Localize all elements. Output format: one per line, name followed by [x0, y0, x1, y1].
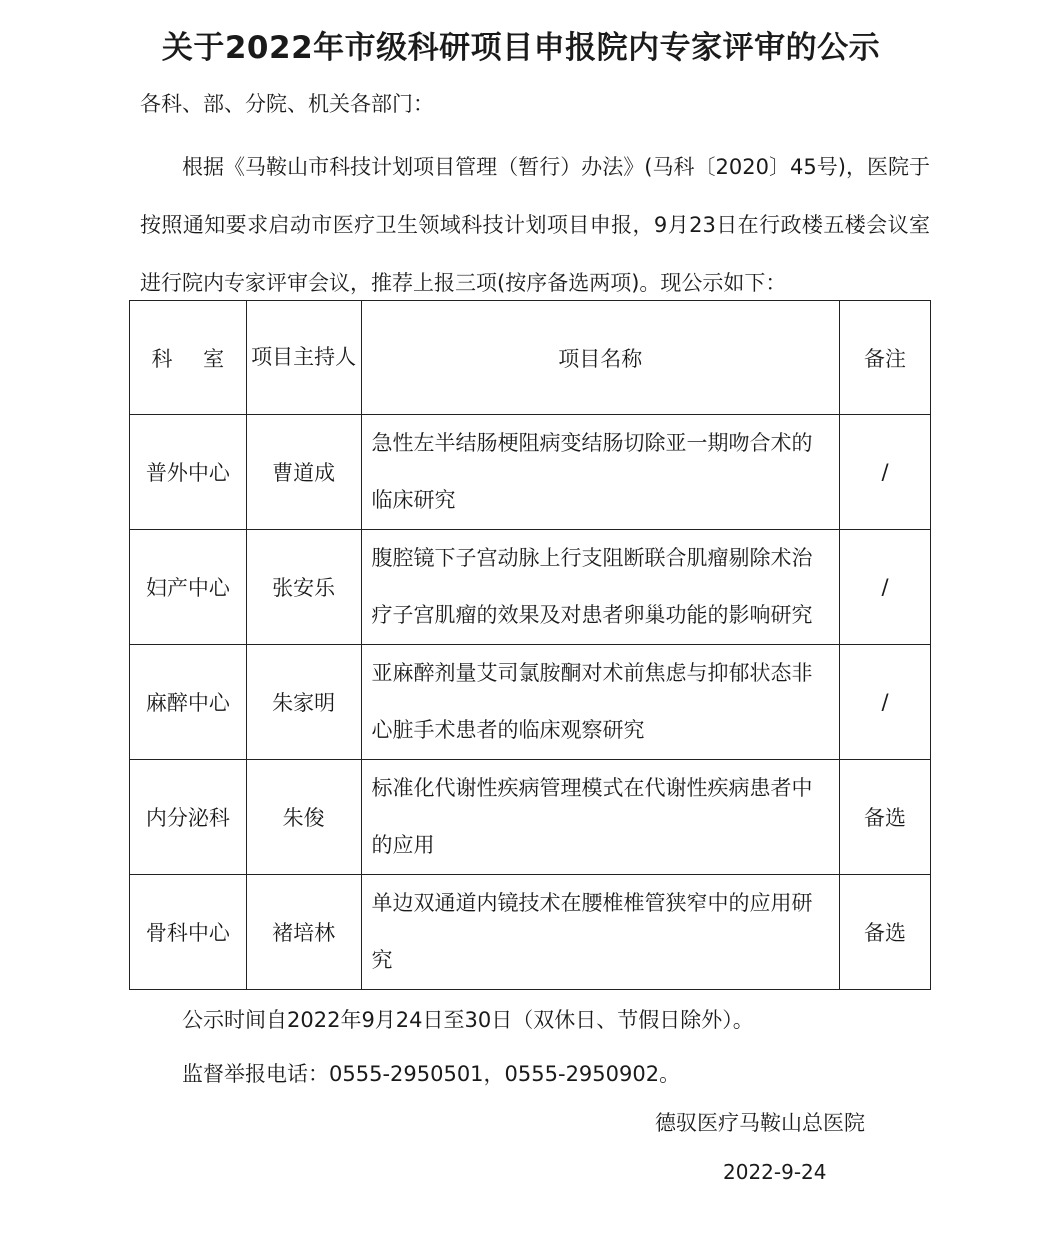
row-project-name: 急性左半结肠梗阻病变结肠切除亚一期吻合术的临床研究: [361, 415, 840, 530]
row-project-name: 标准化代谢性疾病管理模式在代谢性疾病患者中的应用: [361, 760, 840, 875]
table-row: [130, 530, 931, 645]
table-row: [130, 875, 931, 990]
header-note: 备注: [840, 301, 931, 415]
header-department: 科 室: [130, 301, 247, 415]
table-row: [130, 415, 931, 530]
row-note: 备选: [840, 760, 931, 875]
page-title: 关于2022年市级科研项目申报院内专家评审的公示: [161, 30, 881, 66]
row-note: 备选: [840, 875, 931, 990]
project-table: [129, 300, 931, 990]
row-department: 内分泌科: [130, 760, 247, 875]
row-host: 曹道成: [246, 415, 361, 530]
row-department: 麻醉中心: [130, 645, 247, 760]
row-note: /: [840, 415, 931, 530]
row-project-name: 腹腔镜下子宫动脉上行支阻断联合肌瘤剔除术治疗子宫肌瘤的效果及对患者卵巢功能的影响研究: [361, 530, 840, 645]
row-note: /: [840, 530, 931, 645]
table-row: [130, 760, 931, 875]
row-department: 骨科中心: [130, 875, 247, 990]
header-project-name: 项目名称: [361, 301, 840, 415]
body-paragraph: 根据《马鞍山市科技计划项目管理（暂行）办法》(马科〔2020〕45号)，医院于按照通知要求启动市医疗卫生领域科技计划项目申报，9月23日在行政楼五楼会议室进行院内专家评审会议，推荐上报三项(按序备选两项)。现公示如下：: [140, 155, 930, 295]
row-host: 褚培林: [246, 875, 361, 990]
row-project-name: 单边双通道内镜技术在腰椎椎管狭窄中的应用研究: [361, 875, 840, 990]
row-project-name: 亚麻醉剂量艾司氯胺酮对术前焦虑与抑郁状态非心脏手术患者的临床观察研究: [361, 645, 840, 760]
row-department: 妇产中心: [130, 530, 247, 645]
issuer-signature: 德驭医疗马鞍山总医院: [655, 1111, 865, 1135]
table-row: [130, 645, 931, 760]
row-department: 普外中心: [130, 415, 247, 530]
row-host: 朱家明: [246, 645, 361, 760]
row-host: 朱俊: [246, 760, 361, 875]
header-host: 项目主持人: [246, 301, 361, 415]
issue-date: 2022-9-24: [723, 1160, 827, 1184]
row-host: 张安乐: [246, 530, 361, 645]
notice-period: 公示时间自2022年9月24日至30日（双休日、节假日除外）。: [182, 1008, 754, 1032]
row-note: /: [840, 645, 931, 760]
salutation: 各科、部、分院、机关各部门：: [140, 92, 434, 116]
table-header-row: [130, 301, 931, 415]
hotline: 监督举报电话：0555-2950501，0555-2950902。: [182, 1062, 681, 1086]
